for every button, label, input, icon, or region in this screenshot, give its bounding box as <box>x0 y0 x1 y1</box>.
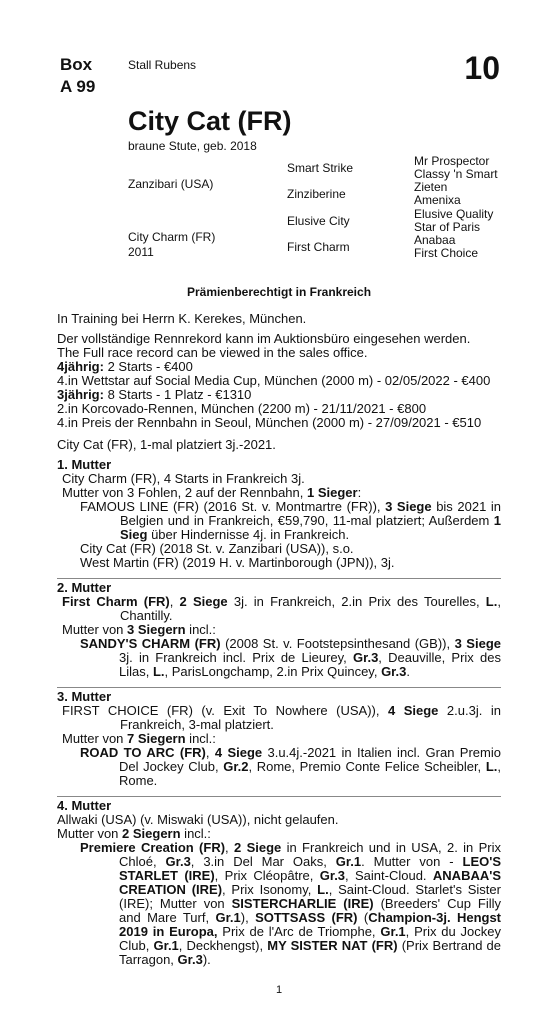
dam1-foal-1: FAMOUS LINE (FR) (2016 St. v. Montmartre (FR)), 3 Siege bis 2021 in Belgien und in Frankreich, €59,790, 11-mal platziert; Außerdem 1 Sieg über Hindernisse 4j. in Frankreich. <box>80 499 502 542</box>
catalogue-text <box>57 312 501 967</box>
section-divider <box>57 578 501 579</box>
pedigree-dam-sire: Elusive City <box>287 214 350 228</box>
training-note: In Training bei Herrn K. Kerekes, München. <box>57 311 307 326</box>
dam3-record: FIRST CHOICE (FR) (v. Exit To Nowhere (USA)), 4 Siege 2.u.3j. in Frankreich, 3-mal platziert. <box>62 703 501 732</box>
dam4-record: Allwaki (USA) (v. Miswaki (USA)), nicht gelaufen. <box>57 812 339 827</box>
age3-race-1: 2.in Korcovado-Rennen, München (2200 m) - 21/11/2021 - €800 <box>57 401 427 416</box>
section-divider <box>57 796 501 797</box>
box-label: Box <box>60 55 93 74</box>
pedigree-gg-2: Classy 'n Smart <box>414 167 498 181</box>
horse-name: City Cat (FR) <box>128 106 292 136</box>
dam3-produce-summary: Mutter von 7 Siegern incl.: <box>62 731 216 746</box>
pedigree-dam-dam: First Charm <box>287 240 350 254</box>
pedigree-gg-8: First Choice <box>414 246 479 260</box>
age4-summary: 4jährig: 2 Starts - €400 <box>57 359 193 374</box>
age4-race-1: 4.in Wettstar auf Social Media Cup, München (2000 m) - 02/05/2022 - €400 <box>57 373 491 388</box>
pedigree-gg-1: Mr Prospector <box>414 154 490 168</box>
record-note-en: The Full race record can be viewed in the sales office. <box>57 345 368 360</box>
box-info <box>60 54 95 98</box>
pedigree-gg-3: Zieten <box>414 180 448 194</box>
dam1-foal-3: West Martin (FR) (2019 H. v. Martinborough (JPN)), 3j. <box>80 555 395 570</box>
dam1-record: City Charm (FR), 4 Starts in Frankreich 3j. <box>62 471 305 486</box>
dam1-produce-summary: Mutter von 3 Fohlen, 2 auf der Rennbahn, 1 Sieger: <box>62 485 362 500</box>
age3-label: 3jährig: <box>57 387 104 402</box>
dam3-foal-1: ROAD TO ARC (FR), 4 Siege 3.u.4j.-2021 in Italien incl. Gran Premio Del Jockey Club, Gr.2, Rome, Premio Conte Felice Scheibler, L., Rome. <box>80 745 501 788</box>
pedigree-gg-4: Amenixa <box>414 193 461 207</box>
dam1-heading: 1. Mutter <box>57 457 112 472</box>
pedigree-dam: City Charm (FR) <box>128 230 216 244</box>
box-number: A 99 <box>60 77 96 96</box>
horse-description: braune Stute, geb. 2018 <box>128 139 257 153</box>
dam2-heading: 2. Mutter <box>57 580 112 595</box>
premium-eligibility: Prämienberechtigt in Frankreich <box>186 285 372 299</box>
age3-race-2: 4.in Preis der Rennbahn in Seoul, München (2000 m) - 27/09/2021 - €510 <box>57 415 482 430</box>
placed-summary: City Cat (FR), 1-mal platziert 3j.-2021. <box>57 437 276 452</box>
lot-number: 10 <box>464 50 500 86</box>
age4-label: 4jährig: <box>57 359 104 374</box>
dam3-heading: 3. Mutter <box>57 689 112 704</box>
pedigree-gg-7: Anabaa <box>414 233 456 247</box>
dam2-produce-summary: Mutter von 3 Siegern incl.: <box>62 622 216 637</box>
dam2-foal-1: SANDY'S CHARM (FR) (2008 St. v. Footstepsinthesand (GB)), 3 Siege 3j. in Frankreich incl. Prix de Lieurey, Gr.3, Deauville, Prix des Lilas, L., ParisLongchamp, 2.in Prix Quincey, Gr.3. <box>80 636 501 679</box>
pedigree-sire-dam: Zinziberine <box>287 187 346 201</box>
section-divider <box>57 687 501 688</box>
dam2-record: First Charm (FR), 2 Siege 3j. in Frankreich, 2.in Prix des Tourelles, L., Chantilly. <box>62 594 501 623</box>
dam4-heading: 4. Mutter <box>57 798 112 813</box>
age3-summary: 3jährig: 8 Starts - 1 Platz - €1310 <box>57 387 252 402</box>
page-number: 1 <box>275 984 283 996</box>
pedigree-sire-sire: Smart Strike <box>287 161 354 175</box>
dam4-foal-1: Premiere Creation (FR), 2 Siege in Frankreich und in USA, 2. in Prix Chloé, Gr.3, 3.in Del Mar Oaks, Gr.1. Mutter von - LEO'S STARLET (IRE), Prix Cléopâtre, Gr.3, Saint-Cloud. ANABAA'S CREATION (IRE), Prix Isonomy, L., Saint-Cloud. Starlet's Sister (IRE); Mutter von SISTERCHARLIE (IRE) (Breeders' Cup Filly and Mare Turf, Gr.1), SOTTSASS (FR) (Champion-3j. Hengst 2019 in Europa, Prix de l'Arc de Triomphe, Gr.1, Prix du Jockey Club, Gr.1, Deckhengst), MY SISTER NAT (FR) (Prix Bertrand de Tarragon, Gr.3). <box>80 840 502 967</box>
pedigree-dam-year: 2011 <box>128 245 154 259</box>
stall-name: Stall Rubens <box>128 58 197 72</box>
pedigree-gg-6: Star of Paris <box>414 220 481 234</box>
dam1-foal-2: City Cat (FR) (2018 St. v. Zanzibari (USA)), s.o. <box>80 541 354 556</box>
pedigree-sire: Zanzibari (USA) <box>128 177 214 191</box>
pedigree-gg-5: Elusive Quality <box>414 207 494 221</box>
dam4-produce-summary: Mutter von 2 Siegern incl.: <box>57 826 211 841</box>
record-note-de: Der vollständige Rennrekord kann im Auktionsbüro eingesehen werden. <box>57 331 471 346</box>
